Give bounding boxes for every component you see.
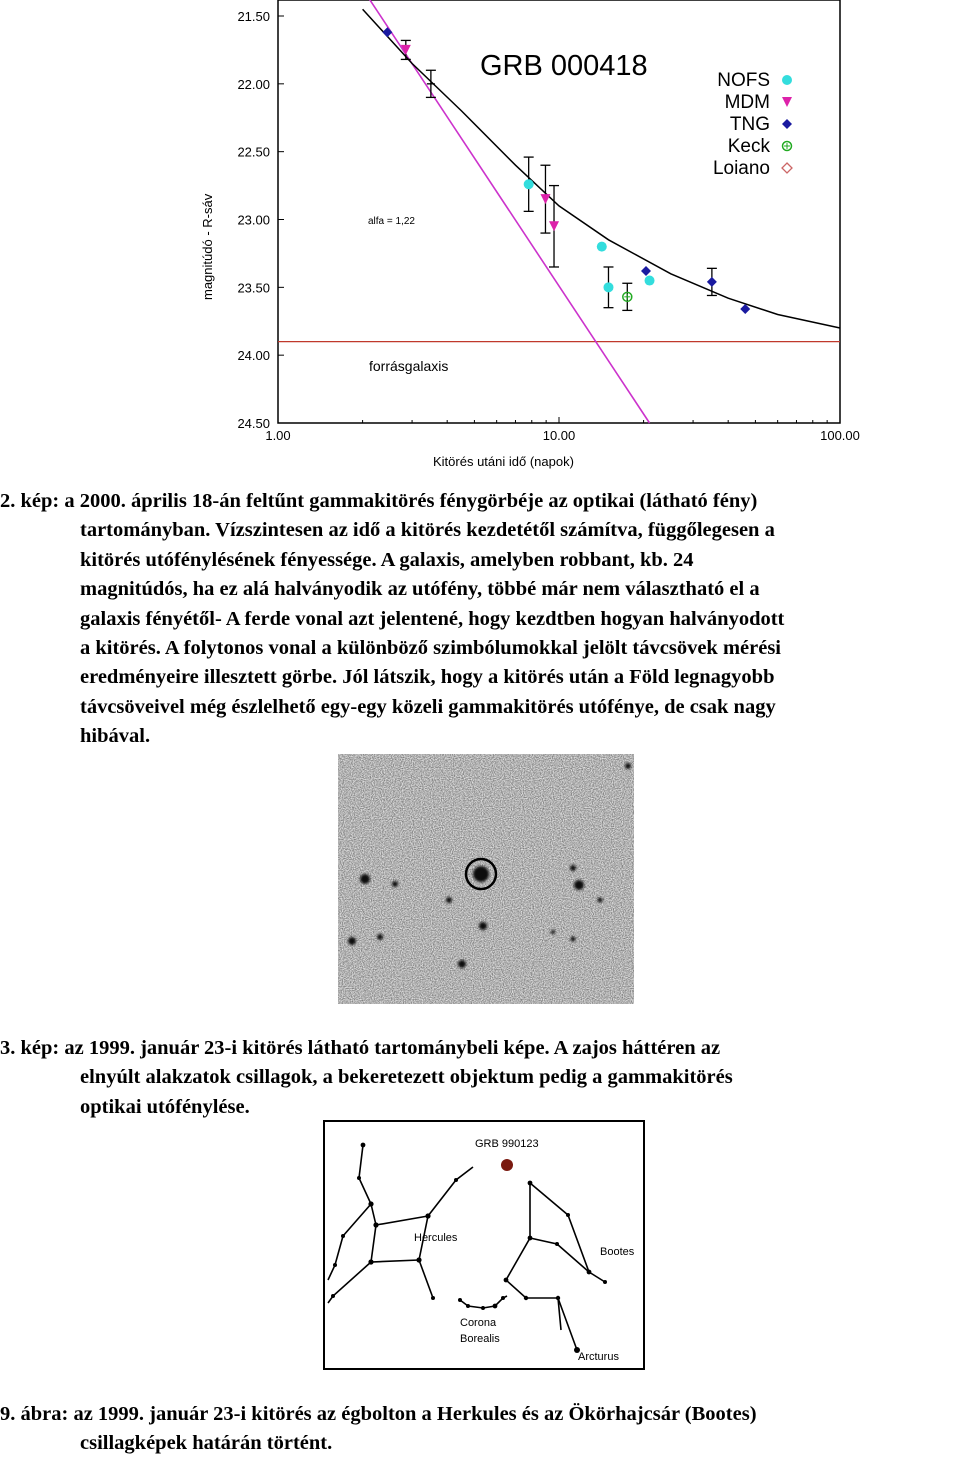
y-tick-label: 24.00	[237, 348, 270, 364]
grb-light-curve-figure	[195, 0, 860, 478]
data-point	[540, 194, 550, 204]
caption-2-line: hibával.	[80, 725, 151, 748]
data-point	[597, 242, 607, 252]
constellation-map-svg	[323, 1120, 645, 1370]
legend-label: TNG	[729, 114, 770, 135]
data-point	[782, 119, 792, 129]
y-axis-label: magnitúdó - R-sáv	[200, 193, 215, 300]
data-point	[549, 221, 559, 231]
caption-2-line: kitörés utófénylésének fényessége. A galaxis, amelyben robbant, kb. 24	[80, 548, 694, 571]
x-tick-label: 100.00	[820, 428, 860, 443]
data-point	[645, 276, 655, 286]
data-point	[782, 97, 792, 107]
light-curve-chart	[195, 0, 860, 478]
data-point	[603, 282, 613, 292]
alfa-annotation: alfa = 1,22	[368, 216, 415, 227]
caption-2-line: eredményeire illesztett görbe. Jól látszik, hogy a kitörés után a Föld legnagyobb	[80, 666, 775, 689]
x-tick-label: 10.00	[542, 428, 576, 443]
caption-3-first-line: 3. kép: az 1999. január 23-i kitörés látható tartománybeli képe. A zajos háttéren az	[0, 1037, 721, 1059]
data-point	[707, 277, 717, 287]
constellation-map	[323, 1120, 645, 1370]
legend-label: NOFS	[717, 70, 770, 91]
chart-title: GRB 000418	[480, 50, 648, 82]
chart-legend	[713, 70, 792, 179]
hercules-label: Hercules	[414, 1232, 458, 1244]
y-tick-label: 22.50	[237, 144, 270, 160]
corona-label-line2: Borealis	[460, 1333, 500, 1345]
afterglow-photo-image	[338, 754, 634, 1004]
caption-3	[0, 1034, 960, 1122]
caption-2-first-line: 2. kép: a 2000. április 18-án feltűnt gammakitörés fénygörbéje az optikai (látható fény)	[0, 490, 758, 512]
x-tick-label: 1.00	[265, 428, 291, 443]
caption-2-line: a kitörés. A folytonos vonal a különböző szimbólumokkal jelölt távcsövek mérési	[80, 637, 782, 660]
caption-3-line: optikai utófénylése.	[80, 1095, 250, 1118]
corona-label-line1: Corona	[460, 1317, 497, 1329]
caption-2-line: tartományban. Vízszintesen az idő a kitörés kezdetétől számítva, függőlegesen a	[80, 519, 775, 542]
data-point	[782, 163, 792, 173]
caption-3-line: elnyúlt alakzatok csillagok, a bekeretezett objektum pedig a gammakitörés	[80, 1066, 733, 1089]
bootes-label: Bootes	[600, 1246, 635, 1258]
afterglow-photo	[338, 754, 634, 1004]
y-tick-label: 23.00	[237, 212, 270, 228]
legend-label: Loiano	[712, 158, 770, 179]
caption-9-line: csillagképek határán történt.	[80, 1432, 333, 1455]
grb-label: GRB 990123	[475, 1138, 539, 1150]
y-tick-label: 22.00	[237, 76, 270, 92]
caption-2-line: távcsöveivel még észlelhető egy-egy közeli gammakitörés utófénye, de csak nagy	[80, 695, 776, 718]
arcturus-label: Arcturus	[578, 1351, 619, 1363]
legend-label: MDM	[724, 92, 770, 113]
caption-9	[0, 1400, 960, 1459]
caption-2-line: galaxis fényétől- A ferde vonal azt jelentené, hogy kezdtben hogyan halványodott	[80, 607, 785, 630]
data-point	[524, 179, 534, 189]
y-tick-label: 21.50	[237, 9, 270, 24]
data-point	[382, 27, 392, 37]
grb-position-dot	[501, 1159, 513, 1171]
caption-2	[0, 487, 960, 752]
host-galaxy-label: forrásgalaxis	[369, 358, 449, 374]
caption-2-line: magnitúdós, ha ez alá halványodik az utófény, többé már nem választható el a	[80, 578, 760, 601]
data-point	[783, 142, 792, 151]
legend-label: Keck	[727, 136, 770, 157]
y-tick-label: 23.50	[237, 280, 270, 296]
data-point	[641, 266, 651, 276]
caption-9-first-line: 9. ábra: az 1999. január 23-i kitörés az égbolton a Herkules és az Ökörhajcsár (Bootes)	[0, 1403, 757, 1425]
y-tick-label: 24.50	[237, 416, 270, 431]
x-axis-label: Kitörés utáni idő (napok)	[433, 454, 574, 469]
data-point	[782, 75, 792, 85]
